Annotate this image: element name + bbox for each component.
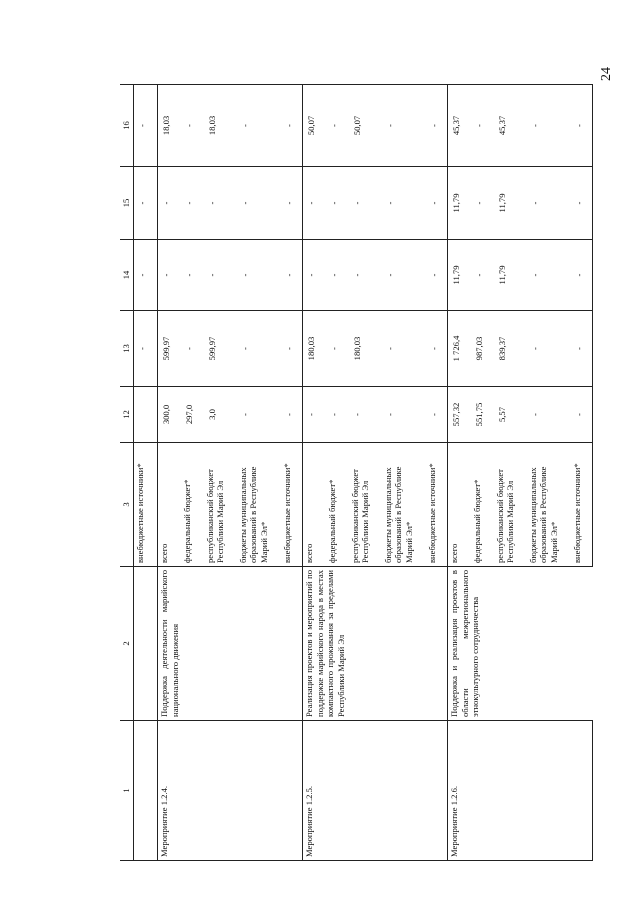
value-cell: - — [571, 85, 593, 167]
activity-name: Поддержка и реализация проектов в области межрегионального этнокультурного сотрудничества — [448, 567, 593, 721]
header-row — [120, 85, 134, 861]
value-cell: - — [281, 240, 303, 311]
value-cell: - — [303, 387, 326, 443]
value-cell: - — [204, 240, 237, 311]
value-cell: - — [382, 311, 426, 387]
value-cell: - — [471, 167, 494, 240]
value-cell: 45,37 — [494, 85, 527, 167]
funding-source: республиканский бюджет Республики Марий Эл — [349, 443, 382, 567]
table-row — [134, 85, 158, 861]
value-cell: - — [571, 311, 593, 387]
value-cell: - — [281, 387, 303, 443]
value-cell: - — [571, 167, 593, 240]
value-cell: - — [237, 85, 281, 167]
funding-source: всего — [158, 443, 181, 567]
table-row — [527, 85, 571, 861]
funding-source: внебюджетные источники* — [134, 443, 158, 567]
value-cell: - — [571, 387, 593, 443]
value-cell: - — [426, 167, 448, 240]
value-cell: - — [134, 167, 158, 240]
value-cell: - — [326, 387, 349, 443]
column-header: 2 — [120, 567, 134, 721]
activity-name — [134, 567, 158, 721]
value-cell: - — [527, 311, 571, 387]
value-cell: - — [471, 85, 494, 167]
value-cell: - — [382, 85, 426, 167]
activity-code: Мероприятие 1.2.4. — [158, 721, 181, 861]
funding-source: федеральный бюджет* — [471, 443, 494, 567]
funding-source: федеральный бюджет* — [181, 443, 204, 567]
value-cell: - — [281, 85, 303, 167]
activity-code: Мероприятие 1.2.6. — [448, 721, 471, 861]
value-cell: - — [303, 167, 326, 240]
activity-code — [382, 721, 426, 861]
value-cell: 551,75 — [471, 387, 494, 443]
column-header: 1 — [120, 721, 134, 861]
activity-code: Мероприятие 1.2.5. — [303, 721, 326, 861]
column-header: 12 — [120, 387, 134, 443]
value-cell: - — [134, 311, 158, 387]
activity-code — [527, 721, 571, 861]
funding-source: всего — [448, 443, 471, 567]
value-cell: - — [426, 240, 448, 311]
table-row — [382, 85, 426, 861]
value-cell: - — [281, 167, 303, 240]
funding-source: внебюджетные источники* — [281, 443, 303, 567]
column-header: 16 — [120, 85, 134, 167]
value-cell: - — [349, 240, 382, 311]
value-cell: - — [158, 240, 181, 311]
value-cell: - — [181, 85, 204, 167]
value-cell: - — [527, 167, 571, 240]
value-cell: 5,57 — [494, 387, 527, 443]
value-cell: 297,0 — [181, 387, 204, 443]
value-cell: 18,03 — [158, 85, 181, 167]
funding-source: всего — [303, 443, 326, 567]
value-cell: - — [181, 311, 204, 387]
table-row — [204, 85, 237, 861]
table-row — [237, 85, 281, 861]
budget-table-container — [120, 85, 584, 861]
funding-source: бюджеты муниципальных образований в Республике Марий Эл* — [237, 443, 281, 567]
activity-name: Поддержка деятельности марийского национального движения — [158, 567, 303, 721]
activity-code — [349, 721, 382, 861]
value-cell: - — [237, 311, 281, 387]
funding-source: бюджеты муниципальных образований в Республике Марий Эл* — [527, 443, 571, 567]
table-row — [426, 85, 448, 861]
value-cell: - — [134, 240, 158, 311]
page-number: 24 — [599, 67, 614, 81]
activity-code — [426, 721, 448, 861]
value-cell: 180,03 — [349, 311, 382, 387]
value-cell: - — [326, 240, 349, 311]
table-row — [471, 85, 494, 861]
value-cell: - — [326, 167, 349, 240]
value-cell: - — [527, 85, 571, 167]
activity-code — [326, 721, 349, 861]
value-cell: - — [426, 85, 448, 167]
value-cell: 987,03 — [471, 311, 494, 387]
column-header: 15 — [120, 167, 134, 240]
value-cell: 11,79 — [448, 167, 471, 240]
value-cell: - — [527, 240, 571, 311]
value-cell: - — [237, 167, 281, 240]
funding-source: внебюджетные источники* — [426, 443, 448, 567]
value-cell: - — [204, 167, 237, 240]
table-row — [571, 85, 593, 861]
value-cell: - — [426, 311, 448, 387]
value-cell: 599,97 — [204, 311, 237, 387]
funding-source: федеральный бюджет* — [326, 443, 349, 567]
activity-code — [204, 721, 237, 861]
value-cell: - — [382, 240, 426, 311]
value-cell: 599,97 — [158, 311, 181, 387]
value-cell: - — [349, 387, 382, 443]
table-row — [494, 85, 527, 861]
value-cell: 3,0 — [204, 387, 237, 443]
value-cell: - — [571, 240, 593, 311]
value-cell: - — [349, 167, 382, 240]
activity-code — [134, 721, 158, 861]
activity-code — [571, 721, 593, 861]
value-cell: - — [382, 387, 426, 443]
value-cell: - — [326, 85, 349, 167]
table-row — [448, 85, 471, 861]
value-cell: - — [326, 311, 349, 387]
value-cell: - — [527, 387, 571, 443]
value-cell: - — [181, 240, 204, 311]
funding-source: бюджеты муниципальных образований в Республике Марий Эл* — [382, 443, 426, 567]
activity-code — [181, 721, 204, 861]
value-cell: - — [382, 167, 426, 240]
value-cell: 11,79 — [494, 240, 527, 311]
value-cell: - — [237, 387, 281, 443]
activity-code — [494, 721, 527, 861]
value-cell: - — [303, 240, 326, 311]
value-cell: 839,37 — [494, 311, 527, 387]
value-cell: 557,32 — [448, 387, 471, 443]
value-cell: 1 726,4 — [448, 311, 471, 387]
value-cell: 45,37 — [448, 85, 471, 167]
activity-code — [237, 721, 281, 861]
table-row — [281, 85, 303, 861]
value-cell — [134, 387, 158, 443]
value-cell: - — [471, 240, 494, 311]
value-cell: - — [158, 167, 181, 240]
value-cell: 50,07 — [349, 85, 382, 167]
value-cell: - — [426, 387, 448, 443]
value-cell: - — [281, 311, 303, 387]
value-cell: 50,07 — [303, 85, 326, 167]
table-row — [326, 85, 349, 861]
activity-code — [471, 721, 494, 861]
value-cell: - — [237, 240, 281, 311]
column-header: 3 — [120, 443, 134, 567]
funding-source: республиканский бюджет Республики Марий Эл — [204, 443, 237, 567]
column-header: 14 — [120, 240, 134, 311]
value-cell: 300,0 — [158, 387, 181, 443]
table-row — [158, 85, 181, 861]
table-row — [303, 85, 326, 861]
value-cell: 11,79 — [448, 240, 471, 311]
value-cell: 180,03 — [303, 311, 326, 387]
value-cell: 11,79 — [494, 167, 527, 240]
activity-code — [281, 721, 303, 861]
budget-table — [120, 84, 593, 861]
funding-source: республиканский бюджет Республики Марий Эл — [494, 443, 527, 567]
table-row — [349, 85, 382, 861]
funding-source: внебюджетные источники* — [571, 443, 593, 567]
value-cell: - — [181, 167, 204, 240]
column-header: 13 — [120, 311, 134, 387]
value-cell: - — [134, 85, 158, 167]
table-row — [181, 85, 204, 861]
activity-name: Реализация проектов и мероприятий по поддержке марийского народа в местах компактного проживания за пределами Республики Марий Эл — [303, 567, 448, 721]
value-cell: 18,03 — [204, 85, 237, 167]
